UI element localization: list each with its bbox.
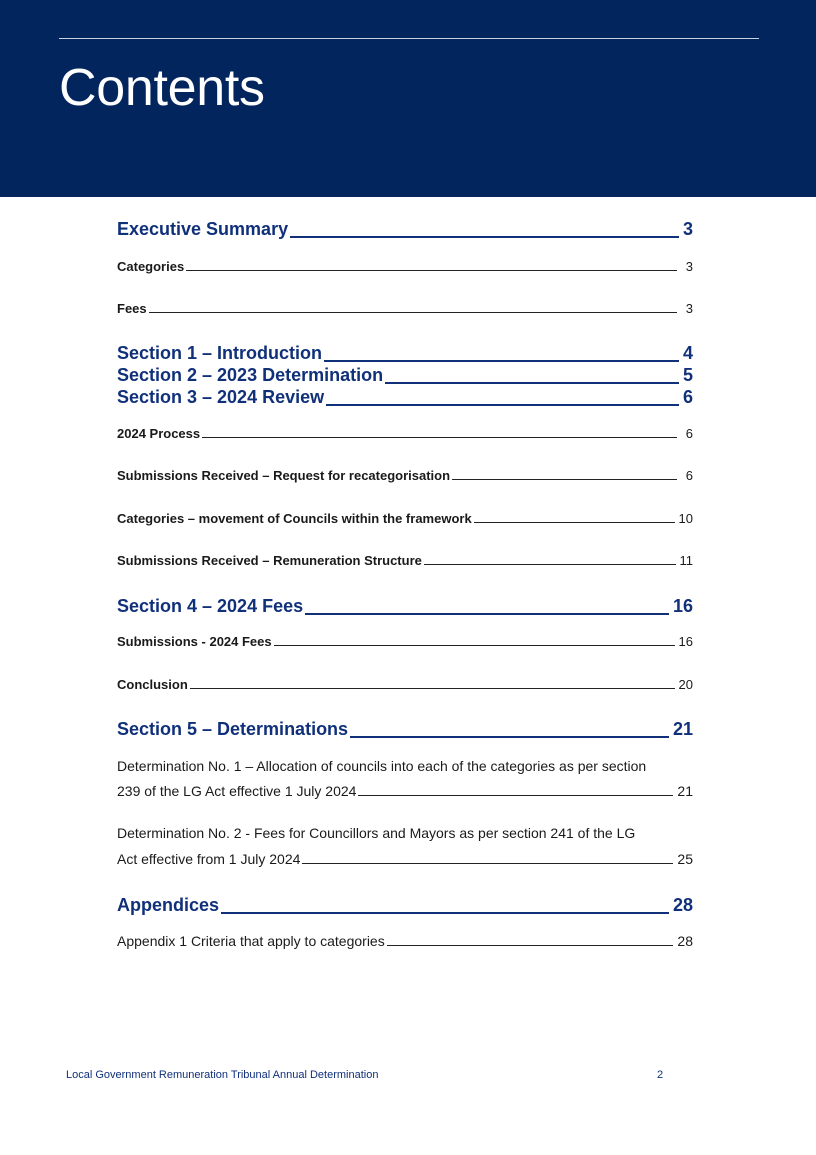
footer-page-number: 2: [657, 1069, 664, 1081]
toc-entry-determination-1-line1[interactable]: Determination No. 1 – Allocation of councils into each of the categories as per section: [117, 758, 647, 774]
toc-page: 6: [685, 426, 693, 441]
toc-page: 28: [672, 895, 693, 915]
toc-page: 3: [685, 259, 693, 274]
toc-leader: [474, 522, 675, 523]
toc-page: 10: [678, 511, 693, 526]
toc-page: 6: [682, 387, 693, 407]
toc-leader: [202, 437, 677, 438]
toc-entry-determination-2[interactable]: [117, 851, 693, 867]
toc-page: 25: [677, 851, 693, 867]
toc-label: Section 5 – Determinations: [117, 719, 349, 739]
toc-label: Submissions Received – Remuneration Structure: [117, 553, 422, 568]
toc-leader: [302, 863, 673, 864]
toc-entry-determination-1[interactable]: [117, 783, 693, 799]
toc-page: 4: [682, 343, 693, 363]
toc-entry-submissions-recategorisation[interactable]: [117, 468, 693, 483]
toc-label: Section 1 – Introduction: [117, 343, 323, 363]
toc-label: Executive Summary: [117, 219, 289, 239]
toc-entry-2024-process[interactable]: [117, 426, 693, 441]
toc-page: 21: [672, 719, 693, 739]
toc-leader: [358, 795, 673, 796]
toc-label: Section 4 – 2024 Fees: [117, 596, 304, 616]
toc-page: 20: [678, 677, 693, 692]
toc-entry-section-3[interactable]: [117, 387, 693, 408]
toc-page: 21: [677, 783, 693, 799]
toc-label: Submissions Received – Request for recategorisation: [117, 468, 451, 483]
toc-page: 16: [678, 634, 693, 649]
toc-page: 11: [679, 553, 693, 568]
page-title: Contents: [59, 59, 265, 117]
toc-entry-section-4[interactable]: [117, 596, 693, 617]
toc-entry-categories[interactable]: [117, 259, 693, 274]
toc-leader: [190, 688, 675, 689]
toc-label: Section 2 – 2023 Determination: [117, 365, 384, 385]
toc-page: 3: [685, 301, 693, 316]
toc-entry-submissions-fees[interactable]: [117, 634, 693, 649]
toc-leader: [290, 236, 679, 238]
toc-leader: [387, 945, 674, 946]
toc-label: Appendices: [117, 895, 220, 915]
toc-leader: [274, 645, 675, 646]
toc-entry-submissions-remuneration[interactable]: [117, 553, 693, 568]
toc-label: Appendix 1 Criteria that apply to categories: [117, 933, 385, 949]
toc-entry-conclusion[interactable]: [117, 677, 693, 692]
toc-label: Act effective from 1 July 2024: [117, 851, 301, 867]
footer-text: Local Government Remuneration Tribunal Annual Determination: [66, 1069, 379, 1081]
toc-label: Fees: [117, 301, 147, 316]
toc-leader: [221, 912, 669, 914]
toc-leader: [186, 270, 677, 271]
toc-page: 6: [685, 468, 693, 483]
toc-entry-section-1[interactable]: [117, 343, 693, 364]
toc-entry-appendices[interactable]: [117, 895, 693, 916]
toc-leader: [424, 564, 676, 565]
toc-page: 5: [682, 365, 693, 385]
toc-leader: [326, 404, 679, 406]
toc-label: 2024 Process: [117, 426, 201, 441]
toc-leader: [305, 613, 669, 615]
header-rule: [59, 38, 759, 39]
toc-entry-section-2[interactable]: [117, 365, 693, 386]
toc-label: 239 of the LG Act effective 1 July 2024: [117, 783, 357, 799]
toc-label: Submissions - 2024 Fees: [117, 634, 272, 649]
toc-entry-determination-2-line1[interactable]: Determination No. 2 - Fees for Councillors and Mayors as per section 241 of the LG: [117, 825, 636, 841]
toc-label: Section 3 – 2024 Review: [117, 387, 325, 407]
toc-leader: [452, 479, 677, 480]
toc-page: 16: [672, 596, 693, 616]
toc-entry-appendix-1[interactable]: [117, 933, 693, 949]
toc-label: Categories: [117, 259, 185, 274]
toc-leader: [385, 382, 679, 384]
toc-leader: [350, 736, 669, 738]
toc-page: 3: [682, 219, 693, 239]
toc-entry-categories-movement[interactable]: [117, 511, 693, 526]
toc-entry-executive-summary[interactable]: [117, 219, 693, 240]
toc-leader: [324, 360, 679, 362]
toc-label: Conclusion: [117, 677, 188, 692]
toc-entry-section-5[interactable]: [117, 719, 693, 740]
toc-entry-fees[interactable]: [117, 301, 693, 316]
toc-leader: [149, 312, 677, 313]
toc-label: Categories – movement of Councils within the framework: [117, 511, 472, 526]
header-banner: [0, 0, 816, 197]
toc-page: 28: [677, 933, 693, 949]
